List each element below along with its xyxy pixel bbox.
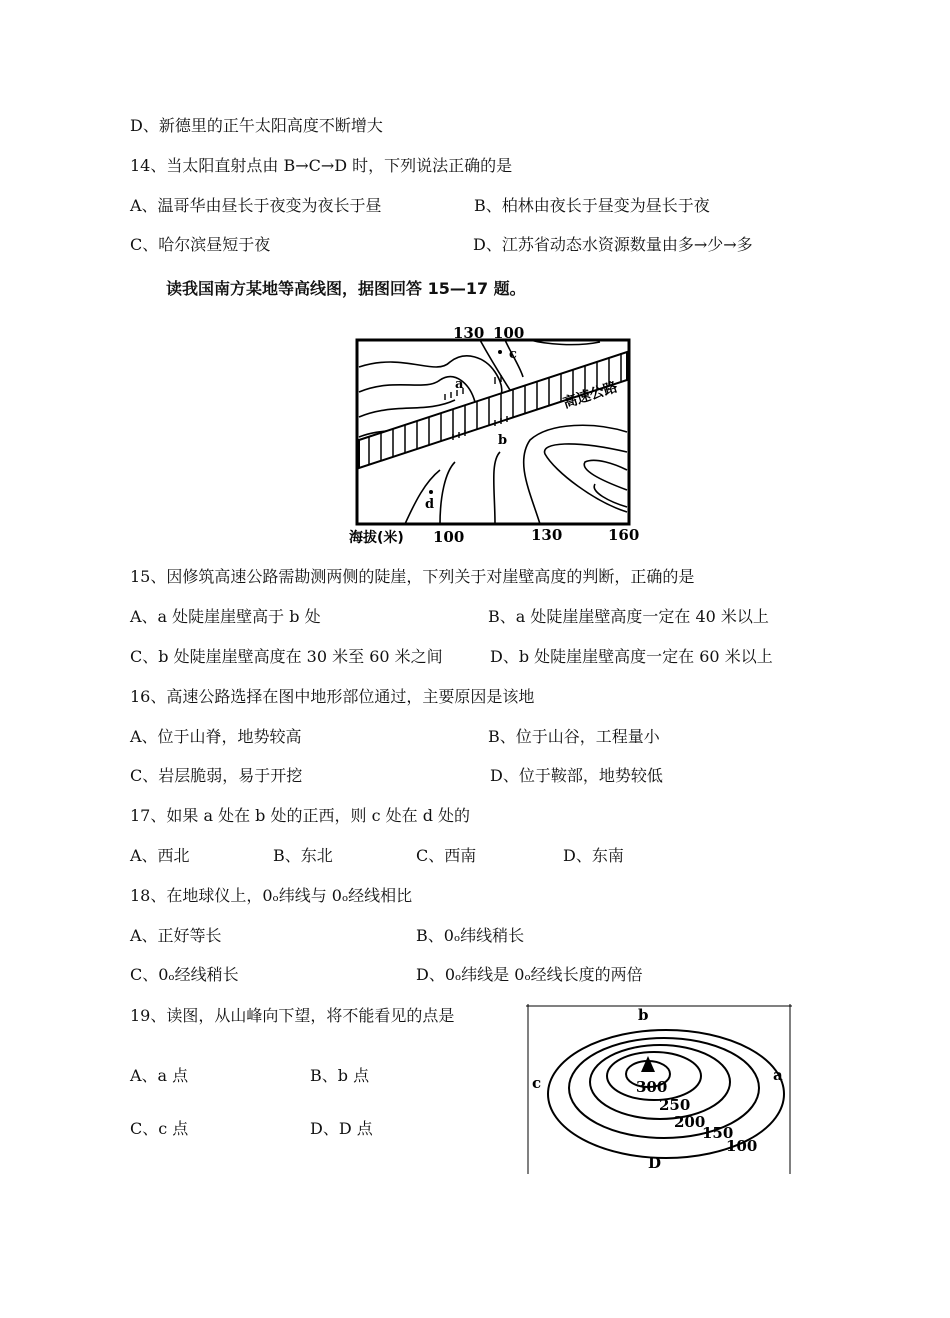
- contour-map-peak-svg: [526, 1004, 792, 1174]
- q16-option-d: D、位于鞍部，地势较低: [490, 766, 663, 785]
- contour-label-250: 250: [659, 1096, 691, 1114]
- map1-point-d: d: [425, 497, 435, 512]
- q14-option-b: B、柏林由夜长于昼变为昼长于夜: [474, 196, 710, 215]
- contour-map-peak: [526, 1004, 792, 1174]
- map1-bottom-160: 160: [608, 526, 640, 544]
- q17-stem: 17、如果 a 处在 b 处的正西，则 c 处在 d 处的: [130, 806, 471, 825]
- q17-option-d: D、东南: [563, 846, 624, 865]
- q19-option-b: B、b 点: [310, 1066, 370, 1085]
- q18-option-c: C、0ₒ经线稍长: [130, 965, 239, 984]
- map1-point-b: b: [498, 433, 508, 448]
- q16-stem: 16、高速公路选择在图中地形部位通过，主要原因是该地: [130, 687, 535, 706]
- contour-map-highway: [345, 322, 640, 549]
- q19-option-a: A、a 点: [130, 1066, 189, 1085]
- q15-option-c: C、b 处陡崖崖壁高度在 30 米至 60 米之间: [130, 647, 443, 666]
- q18-option-b: B、0ₒ纬线稍长: [416, 926, 525, 945]
- map1-bottom-label: 海拔(米): [349, 530, 404, 546]
- q15-option-d: D、b 处陡崖崖壁高度一定在 60 米以上: [490, 647, 773, 666]
- peak-icon: [641, 1056, 655, 1072]
- map1-bottom-130: 130: [531, 526, 563, 544]
- q16-option-c: C、岩层脆弱，易于开挖: [130, 766, 303, 785]
- q17-option-c: C、西南: [416, 846, 477, 865]
- map2-point-b: b: [638, 1006, 649, 1024]
- q16-option-a: A、位于山脊，地势较高: [130, 727, 302, 746]
- section-intro: 读我国南方某地等高线图，据图回答 15—17 题。: [166, 279, 526, 298]
- map1-top-label-100: 100: [493, 324, 525, 342]
- map2-point-a: a: [773, 1066, 783, 1084]
- q18-option-d: D、0ₒ纬线是 0ₒ经线长度的两倍: [416, 965, 643, 984]
- q18-stem: 18、在地球仪上，0ₒ纬线与 0ₒ经线相比: [130, 886, 413, 905]
- q19-stem: 19、读图，从山峰向下望，将不能看见的点是: [130, 1006, 455, 1025]
- map2-point-c: c: [532, 1074, 542, 1092]
- q19-option-d: D、D 点: [310, 1119, 373, 1138]
- q18-option-a: A、正好等长: [130, 926, 222, 945]
- contour-label-150: 150: [702, 1124, 734, 1142]
- map1-bottom-100: 100: [433, 528, 465, 546]
- map1-road-label: 高速公路: [561, 379, 620, 412]
- q15-option-a: A、a 处陡崖崖壁高于 b 处: [130, 607, 321, 626]
- q16-option-b: B、位于山谷，工程量小: [488, 727, 660, 746]
- map1-point-c: c: [509, 347, 517, 362]
- contour-label-100: 100: [726, 1137, 758, 1155]
- q15-stem: 15、因修筑高速公路需勘测两侧的陡崖，下列关于对崖壁高度的判断，正确的是: [130, 567, 695, 586]
- map2-point-d: D: [648, 1154, 662, 1172]
- contour-label-300: 300: [636, 1078, 668, 1096]
- q19-option-c: C、c 点: [130, 1119, 189, 1138]
- q17-option-b: B、东北: [273, 846, 333, 865]
- q14-option-a: A、温哥华由昼长于夜变为夜长于昼: [130, 196, 382, 215]
- contour-label-200: 200: [674, 1113, 706, 1131]
- q14-option-c: C、哈尔滨昼短于夜: [130, 235, 271, 254]
- q14-option-d: D、江苏省动态水资源数量由多→少→多: [473, 235, 753, 254]
- q15-option-b: B、a 处陡崖崖壁高度一定在 40 米以上: [488, 607, 769, 626]
- q14-stem: 14、当太阳直射点由 B→C→D 时，下列说法正确的是: [130, 156, 513, 175]
- q17-option-a: A、西北: [130, 846, 190, 865]
- contour-map-highway-svg: [345, 322, 640, 549]
- q13-option-d: D、新德里的正午太阳高度不断增大: [130, 116, 383, 135]
- map1-point-a: a: [455, 377, 464, 392]
- map1-top-label-130: 130: [453, 324, 485, 342]
